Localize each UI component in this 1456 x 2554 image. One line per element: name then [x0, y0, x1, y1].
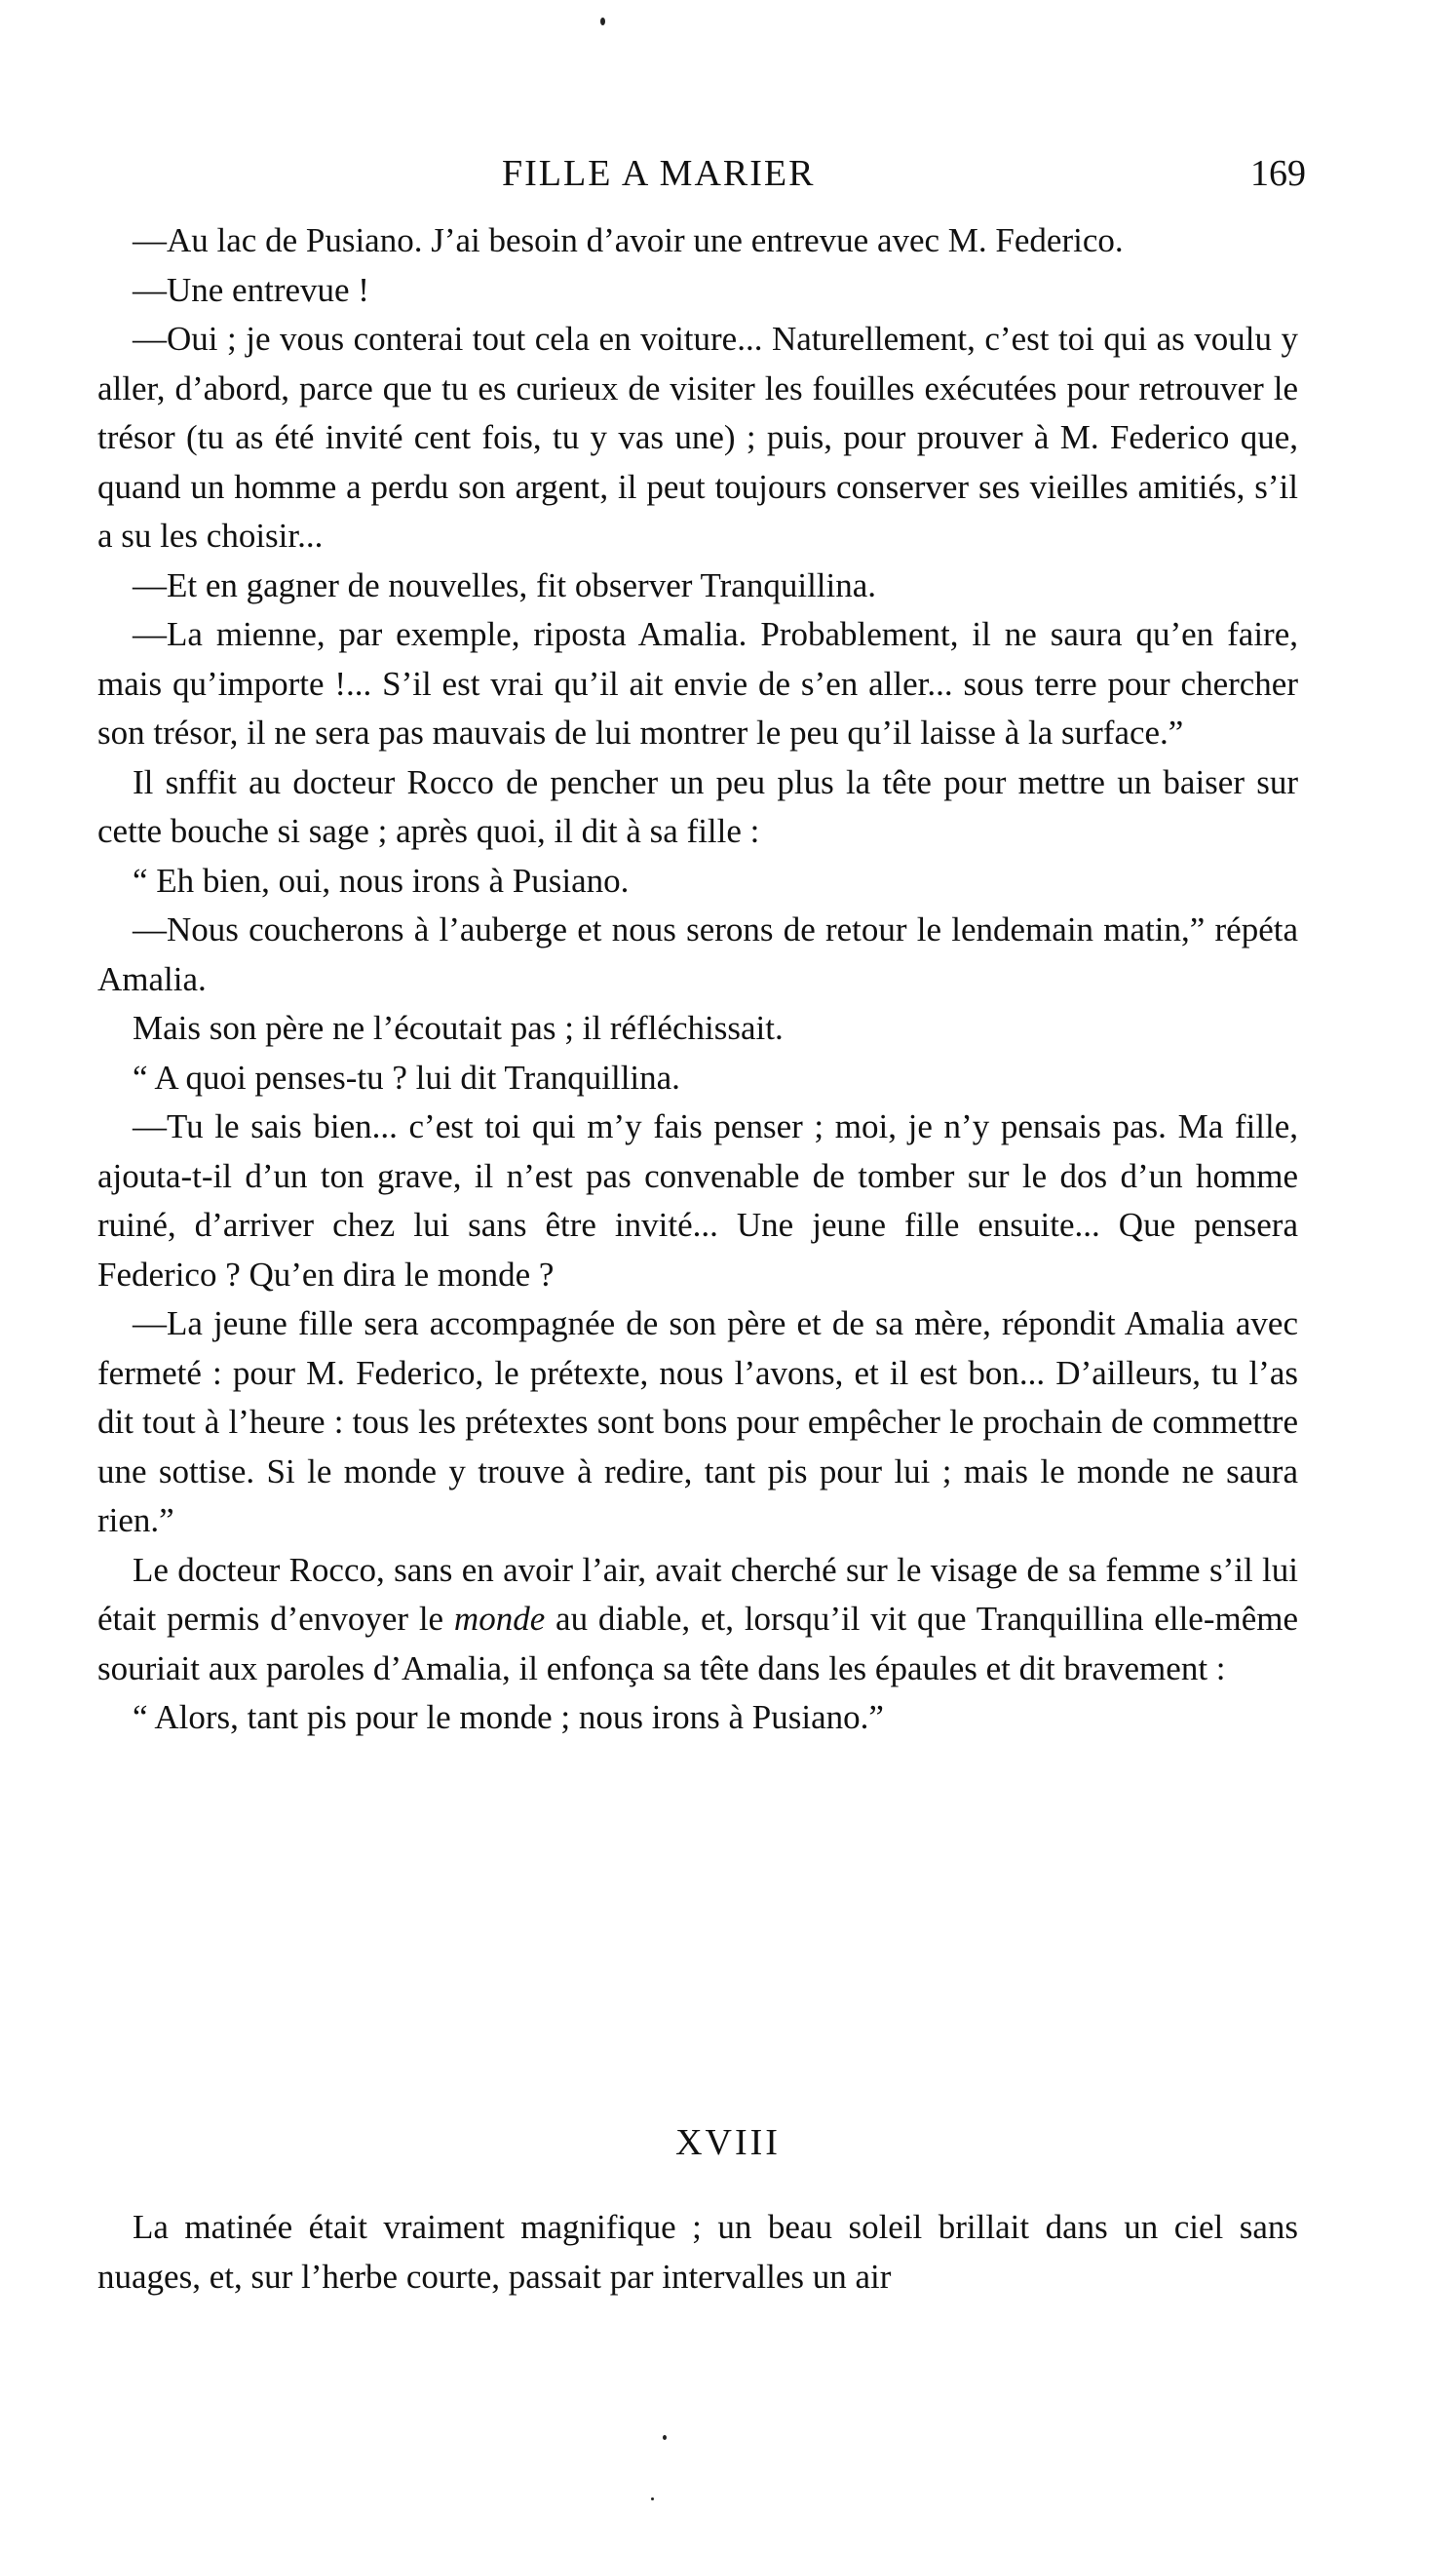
paragraph: “ Eh bien, oui, nous irons à Pusiano.	[133, 861, 630, 900]
paragraph: —Tu le sais bien... c’est toi qui m’y fais penser ; moi, je n’y pensais pas. Ma fille, ajouta-t-il d’un ton grave, il n’est pas convenable de tomber sur le dos d’un homme ruiné, d’arriver chez lui sans être invité... Une jeune fille ensuite... Que pensera Federico ? Qu’en dira le monde ?	[97, 1107, 1298, 1294]
paragraph: —Et en gagner de nouvelles, fit observer Tranquillina.	[133, 565, 877, 604]
scan-speck	[663, 2435, 667, 2440]
paragraph-text: Le docteur Rocco, sans en avoir l’air, avait cherché sur le visage de sa femme s’il lui était permis d’envoyer le	[97, 1550, 1298, 1638]
paragraph: —La jeune fille sera accompagnée de son père et de sa mère, répondit Amalia avec fermeté : pour M. Federico, le prétexte, nous l’avons, et il est bon... D’ailleurs, tu l’as dit tout à l’heure : tous les prétextes sont bons pour empêcher le prochain de commettre une sottise. Si le monde y trouve à redire, tant pis pour lui ; mais le monde ne saura rien.”	[97, 1304, 1298, 1539]
closing-line: “ Alors, tant pis pour le monde ; nous irons à Pusiano.”	[133, 1698, 884, 1736]
paragraph: —Nous coucherons à l’auberge et nous serons de retour le lendemain matin,” répéta Amalia.	[97, 910, 1298, 998]
scan-speck	[651, 2497, 654, 2500]
chapter-opening-paragraph: La matinée était vraiment magnifique ; un beau soleil brillait dans un ciel sans nuages, et, sur l’herbe courte, passait par intervalles un air	[97, 2208, 1298, 2296]
page-header	[97, 146, 1306, 201]
page-number: 169	[1250, 153, 1306, 194]
paragraph: —La mienne, par exemple, riposta Amalia. Probablement, il ne saura qu’en faire, mais qu’importe !... S’il est vrai qu’il ait envie de s’en aller... sous terre pour chercher son trésor, il ne sera pas mauvais de lui montrer le peu qu’il laisse à la surface.”	[97, 615, 1298, 752]
scan-speck	[600, 18, 605, 25]
paragraph: —Oui ; je vous conterai tout cela en voiture... Naturellement, c’est toi qui as voulu y aller, d’abord, parce que tu es curieux de visiter les fouilles exécutées pour retrouver le trésor (tu as été invité cent fois, tu y vas une) ; puis, pour prouver à M. Federico que, quand un homme a perdu son argent, il peut toujours conserver ses vieilles amitiés, s’il a su les choisir...	[97, 320, 1298, 555]
paragraph: “ A quoi penses-tu ? lui dit Tranquillina.	[133, 1058, 680, 1097]
chapter-heading: XVIII	[675, 2122, 781, 2163]
emphasized-word: monde	[453, 1600, 546, 1638]
paragraph	[97, 1546, 1298, 1694]
body-text	[97, 216, 1298, 1743]
paragraph: —Au lac de Pusiano. J’ai besoin d’avoir une entrevue avec M. Federico.	[133, 221, 1124, 259]
running-head: FILLE A MARIER	[502, 153, 816, 194]
paragraph: —Une entrevue !	[133, 270, 369, 309]
paragraph-text: au diable, et, lorsqu’il vit que Tranquillina elle-même souriait aux paroles d’Amalia, il enfonça sa tête dans les épaules et dit bravement :	[97, 1600, 1299, 1687]
chapter-text	[97, 2203, 1298, 2302]
paragraph: Il snffit au docteur Rocco de pencher un peu plus la tête pour mettre un baiser sur cette bouche si sage ; après quoi, il dit à sa fille :	[97, 762, 1298, 850]
paragraph: Mais son père ne l’écoutait pas ; il réfléchissait.	[133, 1009, 784, 1047]
